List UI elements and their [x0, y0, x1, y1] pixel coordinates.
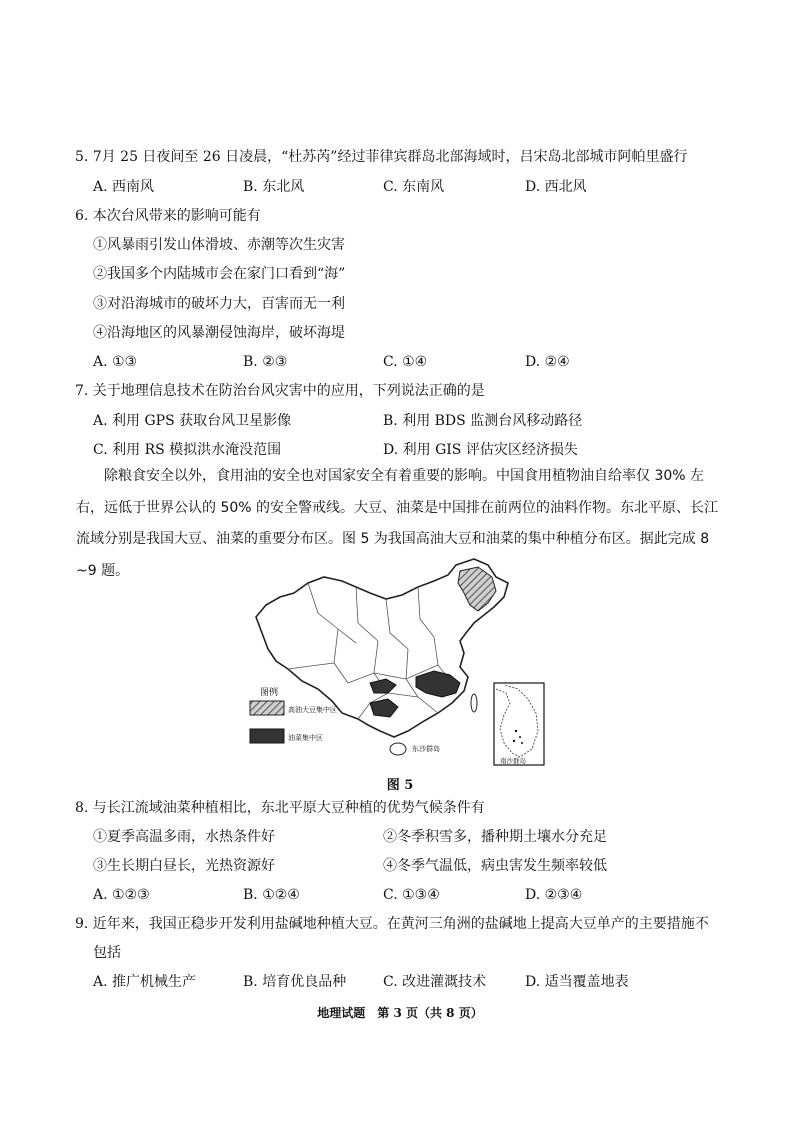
q7-option-c: C. 利用 RS 模拟洪水淹没范围: [93, 442, 282, 458]
q8-item-3: ③生长期白昼长，光热资源好: [93, 858, 275, 874]
q6-option-d: D. ②④: [525, 354, 570, 370]
q9-option-d: D. 适当覆盖地表: [525, 974, 629, 990]
q5-option-d: D. 西北风: [525, 179, 587, 195]
q6-item-2: ②我国多个内陆城市会在家门口看到“海”: [93, 266, 346, 282]
legend-rape-label: 油菜集中区: [288, 734, 323, 742]
q7-option-a: A. 利用 GPS 获取台风卫星影像: [93, 413, 292, 429]
q6-stem: 6. 本次台风带来的影响可能有: [75, 208, 261, 224]
q9-option-b: B. 培育优良品种: [243, 974, 347, 990]
south-china-sea-inset: [494, 683, 544, 765]
q6-option-a: A. ①③: [93, 354, 138, 370]
q7-option-b: B. 利用 BDS 监测台风移动路径: [383, 413, 583, 429]
legend-soy-swatch: [250, 701, 284, 715]
label-nansha: 南沙群岛: [500, 757, 526, 765]
q5-option-a: A. 西南风: [93, 179, 155, 195]
q5-option-b: B. 东北风: [243, 179, 305, 195]
legend-rape-swatch: [250, 729, 284, 743]
reading-passage: 除粮食安全以外，食用油的安全也对国家安全有着重要的影响。中国食用植物油自给率仅 30% 左右，远低于世界公认的 50% 的安全警戒线。大豆、油菜是中国排在前两位的油料作物。东北平原、长江流域分别是我国大豆、油菜的重要分布区。图 5 为我国高油大豆和油菜的集中种植分布区。据此完成 8 ~9 题。: [76, 468, 719, 579]
q8-option-b: B. ①②④: [243, 887, 300, 903]
q8-option-d: D. ②③④: [525, 887, 583, 903]
legend-soy-label: 高油大豆集中区: [288, 706, 337, 714]
q9-stem-line-1: 9. 近年来，我国正稳步开发利用盐碱地种植大豆。在黄河三角洲的盐碱地上提高大豆单产的主要措施不: [75, 916, 709, 932]
q8-item-2: ②冬季积雪多，播种期土壤水分充足: [383, 829, 607, 845]
figure-5-map: [238, 553, 548, 771]
q8-stem: 8. 与长江流域油菜种植相比，东北平原大豆种植的优势气候条件有: [75, 800, 485, 816]
q9-option-a: A. 推广机械生产: [93, 974, 197, 990]
q8-item-1: ①夏季高温多雨，水热条件好: [93, 829, 275, 845]
q6-option-b: B. ②③: [243, 354, 288, 370]
figure-caption: 图 5: [386, 778, 414, 793]
q6-option-c: C. ①④: [383, 354, 428, 370]
q8-option-a: A. ①②③: [93, 887, 150, 903]
q6-item-3: ③对沿海城市的破坏力大，百害而无一利: [93, 296, 345, 312]
q8-item-4: ④冬季气温低，病虫害发生频率较低: [383, 858, 607, 874]
q6-item-4: ④沿海地区的风暴潮侵蚀海岸，破坏海堤: [93, 325, 345, 341]
q7-option-d: D. 利用 GIS 评估灾区经济损失: [383, 442, 578, 458]
q6-item-1: ①风暴雨引发山体滑坡、赤潮等次生灾害: [93, 237, 345, 253]
q9-option-c: C. 改进灌溉技术: [383, 974, 487, 990]
q7-stem: 7. 关于地理信息技术在防治台风灾害中的应用，下列说法正确的是: [75, 383, 485, 399]
q8-option-c: C. ①③④: [383, 887, 440, 903]
page-footer: 地理试题 第 3 页（共 8 页）: [317, 1006, 483, 1020]
q5-option-c: C. 东南风: [383, 179, 445, 195]
legend-title: 图例: [260, 688, 279, 698]
q5-stem: 5. 7月 25 日夜间至 26 日凌晨，“杜苏芮”经过菲律宾群岛北部海域时，吕宋岛北部城市阿帕里盛行: [75, 149, 688, 165]
label-dongsha: 东沙群岛: [412, 745, 440, 753]
q9-stem-line-2: 包括: [93, 945, 121, 961]
